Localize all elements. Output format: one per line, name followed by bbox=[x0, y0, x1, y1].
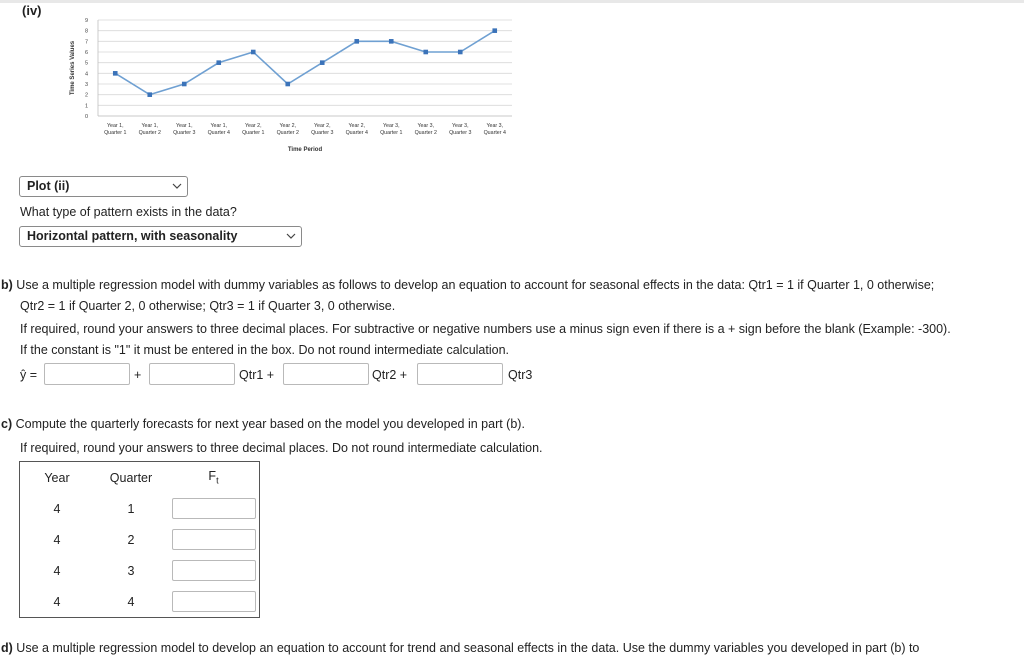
year-cell: 4 bbox=[53, 501, 61, 516]
x-tick-label: Quarter 4 bbox=[207, 130, 230, 136]
part-d-text: Use a multiple regression model to develop an equation to account for trend and seasonal effects in the data. Use the dummy variables you developed in part (b) to bbox=[16, 641, 920, 655]
y-tick-label: 4 bbox=[84, 71, 88, 78]
x-tick-label: Quarter 3 bbox=[449, 130, 472, 136]
part-d-label: d) bbox=[1, 641, 13, 655]
x-tick-label: Quarter 2 bbox=[138, 130, 161, 136]
x-tick-label: Year 1, bbox=[106, 123, 124, 129]
x-tick-label: Year 3, bbox=[486, 123, 504, 129]
qtr3-coef-input[interactable] bbox=[417, 363, 503, 385]
data-point bbox=[423, 50, 428, 55]
quarter-cell: 1 bbox=[127, 501, 135, 516]
quarter-cell: 4 bbox=[127, 594, 135, 609]
y-tick-label: 9 bbox=[84, 18, 88, 24]
qtr1-coef-input[interactable] bbox=[149, 363, 235, 385]
plus-label: + bbox=[134, 368, 142, 382]
qtr3-label: Qtr3 bbox=[508, 368, 533, 382]
chevron-down-icon bbox=[286, 231, 296, 241]
x-tick-label: Quarter 4 bbox=[345, 130, 368, 136]
y-tick-label: 1 bbox=[84, 103, 88, 110]
part-b-instr1: If required, round your answers to three decimal places. For subtractive or negative numbers use a minus sign even if there is a + sign before the blank (Example: -300). bbox=[20, 322, 951, 336]
quarter-header: Quarter bbox=[109, 470, 153, 485]
part-b-text1: Use a multiple regression model with dummy variables as follows to develop an equation to account for seasonal effects in the data: Qtr1 = 1 if Quarter 1, 0 otherwise; bbox=[16, 278, 935, 292]
x-axis-title: Time Period bbox=[287, 147, 323, 153]
ft-cell bbox=[168, 555, 260, 586]
x-tick-label: Year 1, bbox=[210, 123, 228, 129]
ft-header-main: F bbox=[208, 469, 217, 484]
data-point bbox=[113, 71, 118, 76]
x-tick-label: Year 2, bbox=[244, 123, 262, 129]
y-tick-label: 3 bbox=[84, 82, 88, 88]
table-row bbox=[20, 524, 260, 555]
year-cell: 4 bbox=[53, 563, 61, 578]
qtr1-label: Qtr1 + bbox=[239, 368, 275, 382]
x-tick-label: Quarter 2 bbox=[276, 130, 299, 136]
year-header: Year bbox=[44, 470, 70, 485]
forecast-input-q4[interactable] bbox=[172, 591, 256, 612]
x-tick-label: Quarter 4 bbox=[483, 130, 506, 136]
data-point bbox=[389, 39, 394, 44]
qtr2-coef-input[interactable] bbox=[283, 363, 369, 385]
part-c-text-line bbox=[1, 417, 525, 431]
x-tick-label: Year 3, bbox=[417, 123, 435, 129]
pattern-select-value: Horizontal pattern, with seasonality bbox=[27, 229, 238, 243]
x-tick-label: Quarter 1 bbox=[104, 130, 127, 136]
constant-input[interactable] bbox=[44, 363, 130, 385]
part-c-instr: If required, round your answers to three decimal places. Do not round intermediate calculation. bbox=[20, 441, 543, 455]
x-tick-label: Year 2, bbox=[348, 123, 366, 129]
forecast-input-q1[interactable] bbox=[172, 498, 256, 519]
pattern-select[interactable] bbox=[19, 226, 302, 247]
yhat-label: ŷ = bbox=[20, 368, 38, 382]
table-row bbox=[20, 555, 260, 586]
forecast-input-q2[interactable] bbox=[172, 529, 256, 550]
part-b-text2: Qtr2 = 1 if Quarter 2, 0 otherwise; Qtr3 = 1 if Quarter 3, 0 otherwise. bbox=[20, 299, 396, 313]
plot-select[interactable] bbox=[19, 176, 188, 197]
x-tick-label: Year 1, bbox=[141, 123, 159, 129]
year-cell: 4 bbox=[53, 594, 61, 609]
part-c-text: Compute the quarterly forecasts for next year based on the model you developed in part (b). bbox=[15, 417, 525, 431]
data-point bbox=[354, 39, 359, 44]
x-tick-label: Quarter 1 bbox=[242, 130, 265, 136]
data-point bbox=[285, 82, 290, 87]
ft-cell bbox=[168, 524, 260, 555]
y-tick-label: 2 bbox=[84, 92, 88, 99]
forecast-input-q3[interactable] bbox=[172, 560, 256, 581]
part-iv-label: (iv) bbox=[22, 3, 42, 18]
x-tick-label: Year 3, bbox=[382, 123, 400, 129]
data-point bbox=[251, 50, 256, 55]
table-row bbox=[20, 493, 260, 524]
y-tick-label: 6 bbox=[84, 50, 88, 56]
data-point bbox=[320, 60, 325, 65]
pattern-question: What type of pattern exists in the data? bbox=[20, 205, 237, 219]
part-c-label: c) bbox=[1, 417, 13, 431]
time-series-chart bbox=[60, 6, 520, 166]
ft-header-sub: t bbox=[216, 475, 219, 486]
y-axis-title: Time Series Values bbox=[70, 40, 76, 96]
part-b-text-line1 bbox=[1, 278, 934, 292]
x-tick-label: Year 2, bbox=[279, 123, 297, 129]
x-tick-label: Year 1, bbox=[175, 123, 193, 129]
ft-cell bbox=[168, 493, 260, 524]
data-point bbox=[458, 50, 463, 55]
x-tick-label: Year 2, bbox=[313, 123, 331, 129]
data-point bbox=[216, 60, 221, 65]
quarter-cell: 2 bbox=[127, 532, 135, 547]
y-tick-label: 7 bbox=[84, 39, 88, 46]
table-header-row bbox=[20, 462, 260, 494]
x-tick-label: Quarter 3 bbox=[173, 130, 196, 136]
x-tick-label: Quarter 3 bbox=[311, 130, 334, 136]
data-point bbox=[147, 92, 152, 97]
data-point bbox=[182, 82, 187, 87]
y-tick-label: 8 bbox=[84, 28, 88, 35]
table-row bbox=[20, 586, 260, 618]
chevron-down-icon bbox=[172, 181, 182, 191]
y-tick-label: 0 bbox=[84, 114, 88, 120]
ft-cell bbox=[168, 586, 260, 618]
x-tick-label: Quarter 2 bbox=[414, 130, 437, 136]
year-cell: 4 bbox=[53, 532, 61, 547]
part-b-instr2: If the constant is "1" it must be entered in the box. Do not round intermediate calculation. bbox=[20, 343, 510, 357]
qtr2-label: Qtr2 + bbox=[372, 368, 408, 382]
x-tick-label: Quarter 1 bbox=[380, 130, 403, 136]
quarter-cell: 3 bbox=[127, 563, 135, 578]
x-tick-label: Year 3, bbox=[451, 123, 469, 129]
plot-select-value: Plot (ii) bbox=[27, 179, 70, 193]
ft-header bbox=[168, 462, 260, 494]
y-tick-label: 5 bbox=[84, 60, 88, 67]
top-divider bbox=[0, 0, 1024, 3]
part-b-label: b) bbox=[1, 278, 13, 292]
part-d-text-line bbox=[1, 641, 919, 655]
data-point bbox=[492, 28, 497, 33]
forecast-table bbox=[19, 461, 260, 618]
